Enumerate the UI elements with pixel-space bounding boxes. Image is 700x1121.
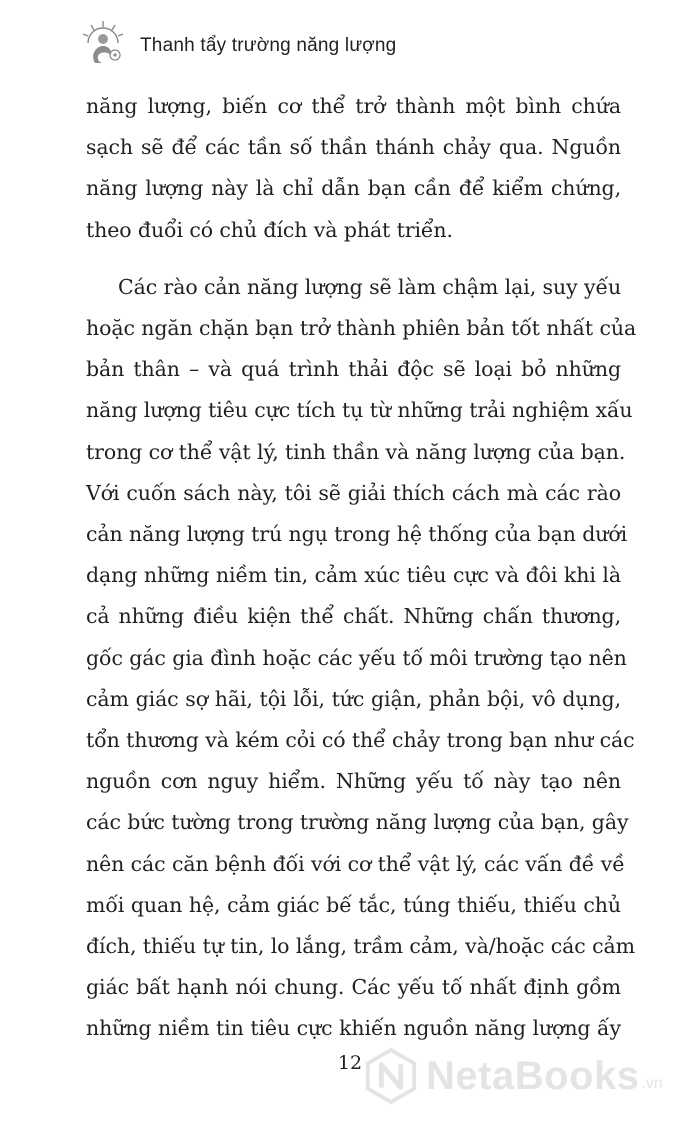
text-line: sạch sẽ để các tần số thần thánh chảy qua. Nguồn bbox=[86, 135, 621, 160]
page-number: 12 bbox=[337, 1052, 363, 1074]
text-line: cản năng lượng trú ngụ trong hệ thống của bạn dưới bbox=[86, 522, 628, 547]
watermark-suffix: .vn bbox=[641, 1075, 663, 1092]
text-line: dạng những niềm tin, cảm xúc tiêu cực và đôi khi là bbox=[86, 563, 621, 588]
text-line: tổn thương và kém cỏi có thể chảy trong bạn như các bbox=[86, 728, 635, 753]
text-line: năng lượng này là chỉ dẫn bạn cần để kiểm chứng, bbox=[86, 176, 621, 201]
paragraph-gap bbox=[86, 251, 621, 267]
text-line: năng lượng, biến cơ thể trở thành một bình chứa bbox=[86, 94, 621, 118]
paragraph-1 bbox=[86, 86, 621, 251]
paragraph-2 bbox=[86, 267, 637, 1050]
text-line: nguồn cơn nguy hiểm. Những yếu tố này tạo nên bbox=[86, 769, 621, 794]
text-line: bản thân – và quá trình thải độc sẽ loại bỏ những bbox=[86, 357, 621, 382]
text-line: cả những điều kiện thể chất. Những chấn thương, bbox=[86, 604, 621, 629]
text-line: trong cơ thể vật lý, tinh thần và năng lượng của bạn. bbox=[86, 439, 626, 464]
watermark bbox=[362, 1046, 663, 1106]
sun-figure-icon bbox=[78, 19, 128, 69]
text-line: theo đuổi có chủ đích và phát triển. bbox=[86, 217, 453, 242]
text-line: nên các căn bệnh đối với cơ thể vật lý, các vấn đề về bbox=[86, 851, 625, 876]
watermark-brand: NetaBooks bbox=[426, 1053, 640, 1098]
running-header bbox=[78, 14, 396, 74]
text-line: những niềm tin tiêu cực khiến nguồn năng lượng ấy bbox=[86, 1016, 621, 1041]
text-line: cảm giác sợ hãi, tội lỗi, tức giận, phản bội, vô dụng, bbox=[86, 686, 621, 711]
text-line: Các rào cản năng lượng sẽ làm chậm lại, suy yếu bbox=[118, 274, 622, 299]
text-line: đích, thiếu tự tin, lo lắng, trầm cảm, và/hoặc các cảm bbox=[86, 934, 635, 959]
text-line: hoặc ngăn chặn bạn trở thành phiên bản tốt nhất của bbox=[86, 316, 637, 341]
text-line: các bức tường trong trường năng lượng của bạn, gây bbox=[86, 810, 629, 835]
netabooks-logo-icon bbox=[362, 1047, 420, 1105]
text-line: giác bất hạnh nói chung. Các yếu tố nhất định gồm bbox=[86, 975, 621, 1000]
running-header-title: Thanh tẩy trường năng lượng bbox=[140, 35, 397, 56]
body-text bbox=[86, 86, 637, 1050]
text-line: Với cuốn sách này, tôi sẽ giải thích cách mà các rào bbox=[86, 480, 621, 505]
text-line: gốc gác gia đình hoặc các yếu tố môi trường tạo nên bbox=[86, 645, 627, 670]
text-line: năng lượng tiêu cực tích tụ từ những trải nghiệm xấu bbox=[86, 398, 633, 423]
text-line: mối quan hệ, cảm giác bế tắc, túng thiếu, thiếu chủ bbox=[86, 892, 621, 917]
